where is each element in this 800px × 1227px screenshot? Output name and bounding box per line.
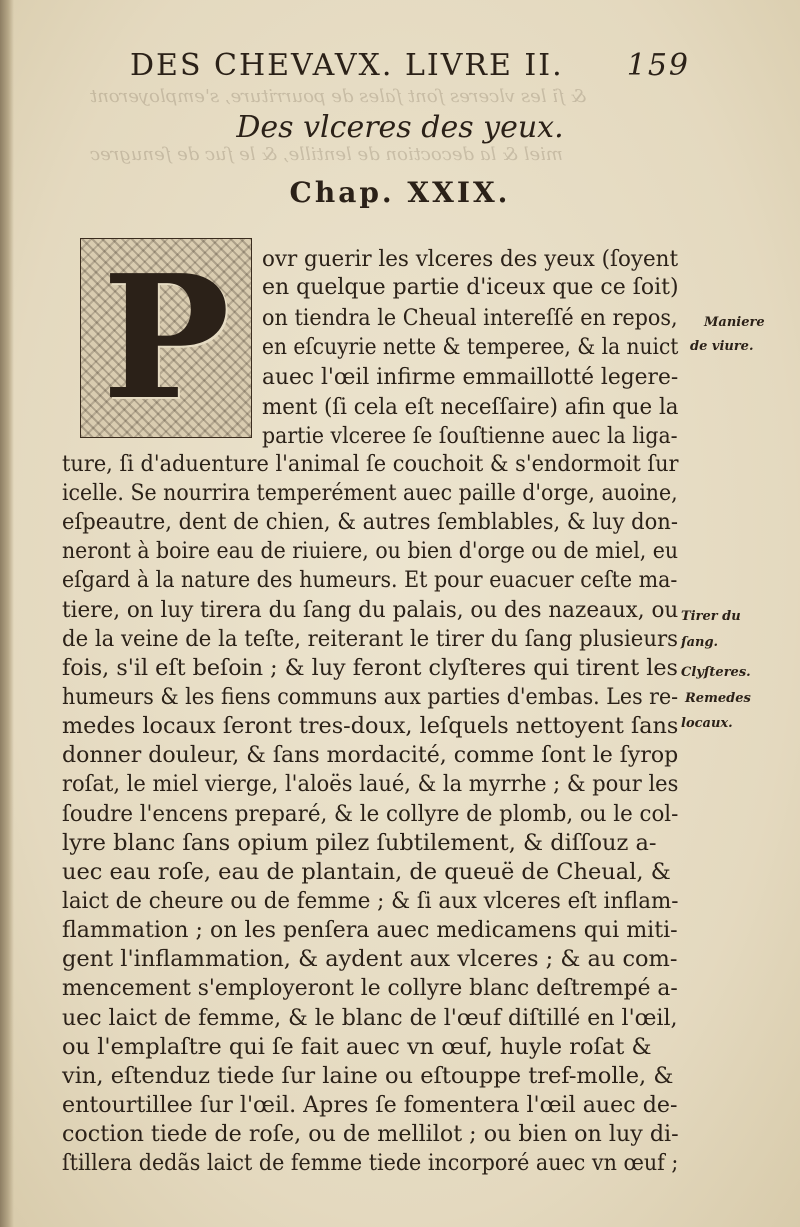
margin-note: de viure. xyxy=(690,339,754,354)
body-line: ſtillera dedãs laict de femme tiede incorporé auec vn œuf ; xyxy=(62,1150,679,1176)
body-line: coction tiede de roſe, ou de mellilot ; ou bien on luy di- xyxy=(62,1121,679,1147)
margin-note: Clyſteres. xyxy=(681,665,751,680)
body-line: uec laict de femme, & le blanc de l'œuf diſtillé en l'œil, xyxy=(62,1005,678,1031)
margin-note: Maniere xyxy=(704,315,765,330)
body-line: laict de cheure ou de femme ; & ſi aux vlceres eſt inflam- xyxy=(62,888,679,914)
body-line: ment (ſi cela eſt neceſſaire) afin que la xyxy=(262,394,679,420)
body-line: de la veine de la teſte, reiterant le tirer du ſang plusieurs xyxy=(62,626,679,652)
body-line: ou l'emplaſtre qui ſe fait auec vn œuf, huyle roſat & xyxy=(62,1034,652,1060)
body-line: ture, ſi d'aduenture l'animal ſe couchoit & s'endormoit ſur xyxy=(62,451,679,477)
margin-note: Remedes xyxy=(685,691,751,706)
body-line: neront à boire eau de riuiere, ou bien d'orge ou de miel, eu xyxy=(62,538,679,564)
dropcap-letter: P xyxy=(102,238,230,438)
body-line: uec eau roſe, eau de plantain, de queuë de Cheual, & xyxy=(62,859,671,885)
body-line: lyre blanc ſans opium pilez ſubtilement, & diſſouz a- xyxy=(62,830,657,856)
body-line: roſat, le miel vierge, l'aloës laué, & la myrrhe ; & pour les xyxy=(62,771,679,797)
margin-note: locaux. xyxy=(681,716,733,731)
body-line: tiere, on luy tirera du ſang du palais, ou des nazeaux, ou xyxy=(62,597,679,623)
running-header xyxy=(130,48,690,88)
body-line: auec l'œil infirme emmaillotté legere- xyxy=(262,364,679,390)
body-line: ſoudre l'encens preparé, & le collyre de plomb, ou le col- xyxy=(62,801,679,827)
body-line: humeurs & les fiens communs aux parties d'embas. Les re- xyxy=(62,684,679,710)
body-line: vin, eſtenduz tiede ſur laine ou eſtouppe tref-molle, & xyxy=(62,1063,674,1089)
page-number: 159 xyxy=(626,48,690,83)
chapter-number: Chap. XXIX. xyxy=(289,176,511,209)
body-line: donner douleur, & ſans mordacité, comme ſont le ſyrop xyxy=(62,742,679,768)
ornamental-dropcap xyxy=(80,238,252,438)
margin-note: Tirer du xyxy=(681,609,741,624)
body-line: mencement s'employeront le collyre blanc deſtrempé a- xyxy=(62,975,678,1001)
bleed-through-text: miel & la decoction de lentille, & le ſuc de ſenugrec xyxy=(90,144,563,165)
body-line: entourtillee ſur l'œil. Apres ſe fomentera l'œil auec de- xyxy=(62,1092,678,1118)
body-line: eſgard à la nature des humeurs. Et pour euacuer ceſte ma- xyxy=(62,567,678,593)
body-line: flammation ; on les penſera auec medicamens qui miti- xyxy=(62,917,678,943)
body-line: en eſcuyrie nette & temperee, & la nuict xyxy=(262,334,679,360)
body-line: on tiendra le Cheual intereſſé en repos, xyxy=(262,305,678,331)
body-line: icelle. Se nourrira temperément auec paille d'orge, auoine, xyxy=(62,480,678,506)
body-line: partie vlceree ſe ſouſtienne auec la liga- xyxy=(262,423,678,449)
margin-note: ſang. xyxy=(681,635,719,650)
body-line: eſpeautre, dent de chien, & autres ſemblables, & luy don- xyxy=(62,509,678,535)
chapter-heading: Des vlceres des yeux. xyxy=(236,110,564,145)
body-line: fois, s'il eſt beſoin ; & luy feront clyſteres qui tirent les xyxy=(62,655,678,681)
bleed-through-text: & ſi les vlceres ſont ſales de pourriture, s'employeront xyxy=(90,86,587,107)
body-line: en quelque partie d'iceux que ce ſoit) xyxy=(262,274,679,300)
body-line: medes locaux ſeront tres-doux, leſquels nettoyent ſans xyxy=(62,713,679,739)
running-title: DES CHEVAVX. LIVRE II. xyxy=(130,48,564,83)
body-line: gent l'inflammation, & aydent aux vlceres ; & au com- xyxy=(62,946,678,972)
body-line: ovr guerir les vlceres des yeux (ſoyent xyxy=(262,246,679,272)
